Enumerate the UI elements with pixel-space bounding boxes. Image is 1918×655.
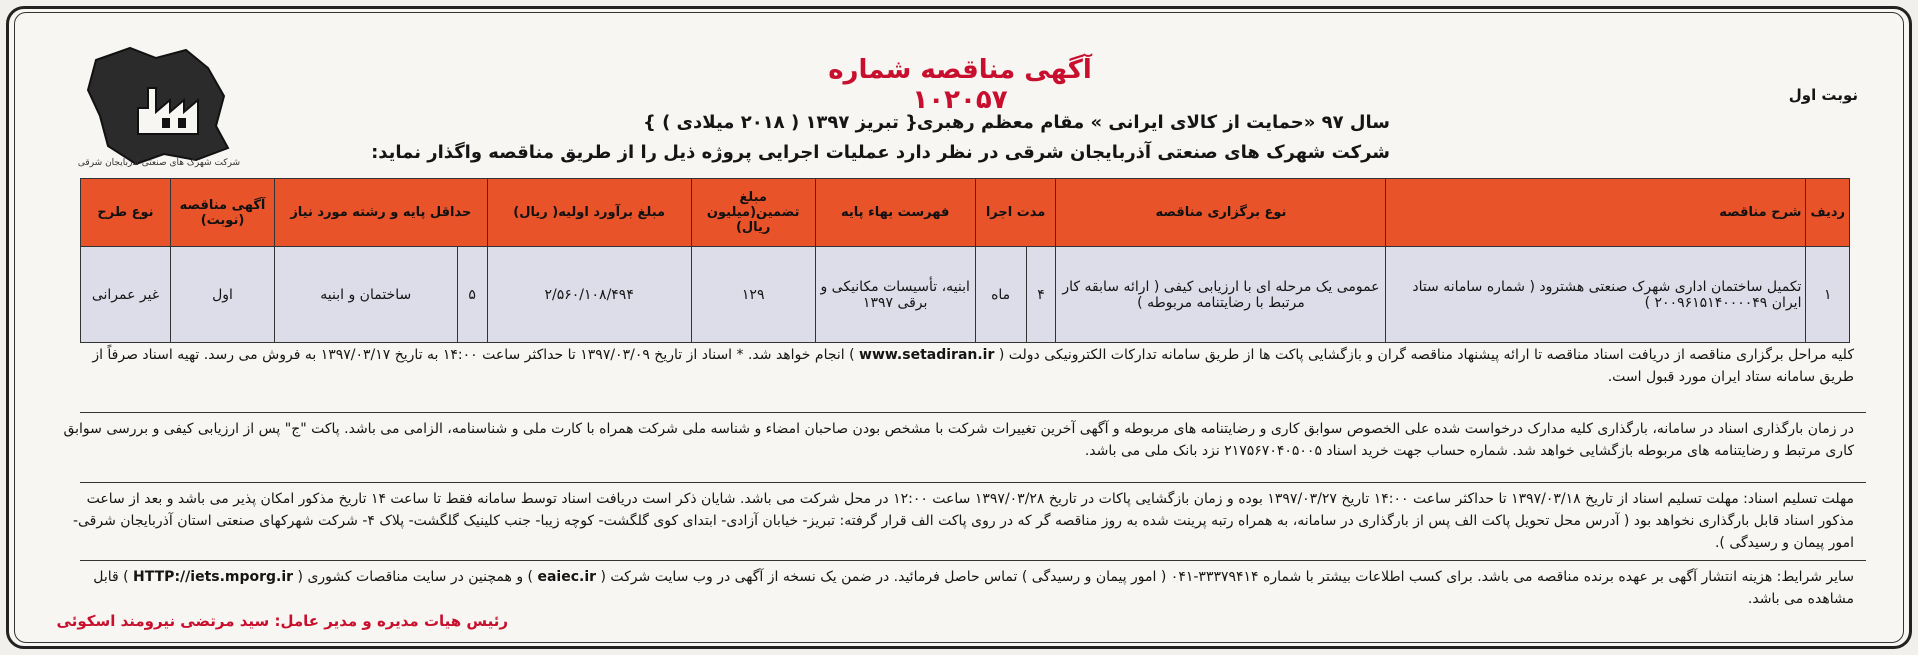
cell-plan-type: غیر عمرانی bbox=[81, 247, 171, 343]
logo-caption: شرکت شهرک های صنعتی آذربایجان شرقی bbox=[77, 158, 241, 168]
paragraph-other-text-c: ) قابل مشاهده می باشد. bbox=[93, 569, 1854, 607]
cell-estimate: ۲/۵۶۰/۱۰۸/۴۹۴ bbox=[487, 247, 691, 343]
header-plan-type: نوع طرح bbox=[81, 179, 171, 247]
cell-min-field: ساختمان و ابنیه bbox=[275, 247, 458, 343]
header-tender-type: نوع برگزاری مناقصه bbox=[1056, 179, 1386, 247]
iets-link[interactable]: HTTP://iets.mporg.ir bbox=[133, 569, 294, 585]
cell-price-list: ابنیه، تأسیسات مکانیکی و برقی ۱۳۹۷ bbox=[815, 247, 975, 343]
round-label: نوبت اول bbox=[1788, 86, 1858, 104]
table-row bbox=[81, 247, 1850, 343]
header-notice: آگهی مناقصه (نوبت) bbox=[171, 179, 275, 247]
tender-title: آگهی مناقصه شماره ۱۰۲۰۵۷ bbox=[828, 55, 1092, 115]
cell-tender-type: عمومی یک مرحله ای با ارزیابی کیفی ( ارائه سابقه کار مرتبط با رضایتنامه مربوطه ) bbox=[1056, 247, 1386, 343]
setadiran-link[interactable]: www.setadiran.ir bbox=[859, 347, 995, 363]
tender-table bbox=[80, 178, 1850, 343]
header-price-list: فهرست بهاء پایه bbox=[815, 179, 975, 247]
header-min-grade: حداقل پایه و رشته مورد نیاز bbox=[275, 179, 488, 247]
cell-description: تکمیل ساختمان اداری شهرک صنعتی هشترود ( شماره سامانه ستاد ایران ۲۰۰۹۶۱۵۱۴۰۰۰۰۴۹ ) bbox=[1386, 247, 1806, 343]
paragraph-other-conditions bbox=[54, 566, 1854, 610]
header-row-number: ردیف bbox=[1806, 179, 1850, 247]
divider bbox=[80, 412, 1866, 413]
header-duration: مدت اجرا bbox=[975, 179, 1056, 247]
paragraph-other-text-b: ) و همچنین در سایت مناقصات کشوری ( bbox=[297, 569, 534, 585]
paragraph-process-text-b: ) انجام خواهد شد. * اسناد از تاریخ ۱۳۹۷/۰۳/۰۹ تا حداکثر ساعت ۱۴:۰۰ به تاریخ ۱۳۹۷/۰۳/۱۷ به فروش می رسد. تهیه اسناد صرفاً از طریق سامانه ستاد ایران مورد قبول است. bbox=[92, 347, 1854, 385]
cell-row-number: ۱ bbox=[1806, 247, 1850, 343]
cell-duration-unit: ماه bbox=[975, 247, 1026, 343]
cell-guarantee: ۱۲۹ bbox=[691, 247, 815, 343]
paragraph-other-text-a: سایر شرایط: هزینه انتشار آگهی بر عهده برنده مناقصه می باشد. برای کسب اطلاعات بیشتر با شماره ۳۳۳۷۹۴۱۴-۰۴۱ ( امور پیمان و رسیدگی ) تماس حاصل فرمائید. در ضمن یک نسخه از آگهی در وب سایت شرکت ( bbox=[600, 569, 1854, 585]
header-description: شرح مناقصه bbox=[1386, 179, 1806, 247]
cell-duration-value: ۴ bbox=[1026, 247, 1056, 343]
paragraph-process-text-a: کلیه مراحل برگزاری مناقصه از دریافت اسناد مناقصه تا ارائه پیشنهاد مناقصه گران و بازگشایی پاکت ها از طریق سامانه تدارکات الکترونیکی دولت ( bbox=[998, 347, 1854, 363]
intro-text: شرکت شهرک های صنعتی آذربایجان شرقی در نظر دارد عملیات اجرایی پروژه ذیل را از طریق مناقصه واگذار نماید: bbox=[371, 142, 1390, 163]
divider bbox=[80, 560, 1866, 561]
paragraph-deadline: مهلت تسلیم اسناد: مهلت تسلیم اسناد از تاریخ ۱۳۹۷/۰۳/۱۸ تا حداکثر ساعت ۱۴:۰۰ تاریخ ۱۳۹۷/۰۳/۲۷ بوده و زمان بازگشایی پاکات در تاریخ ۱۳۹۷/۰۳/۲۸ ساعت ۱۲:۰۰ در محل شرکت می باشد. شایان ذکر است دریافت اسناد توسط سامانه فقط تا ساعت ۱۴ تاریخ مذکور امکان پذیر می باشد و بعد از ساعت مذکور اسناد قابل بارگذاری نخواهد بود ( آدرس محل تحویل پاکت الف پس از بارگذاری در سامانه، به همراه رتبه پرینت شده به روز مناقصه گر که در روی پاکت الف قرار گرفته: تبریز- خیابان آزادی- ابتدای کوی گلگشت- کوچه زیبا- جنب کلینیک گلگشت- پلاک ۴- شرکت شهرکهای صنعتی استان آذربایجان شرقی- امور پیمان و رسیدگی ). bbox=[72, 491, 1854, 551]
signature: رئیس هیات مدیره و مدیر عامل: سید مرتضی نیرومند اسکوئی bbox=[56, 612, 508, 630]
year-slogan: سال ۹۷ «حمایت از کالای ایرانی » مقام معظم رهبری bbox=[916, 112, 1390, 133]
paragraph-process bbox=[54, 344, 1854, 388]
divider bbox=[80, 482, 1866, 483]
date-line: { تبریز ۱۳۹۷ ( ۲۰۱۸ میلادی ) } bbox=[642, 112, 918, 133]
factory-map-logo-icon bbox=[78, 38, 240, 178]
paragraph-upload: در زمان بارگذاری اسناد در سامانه، بارگذاری کلیه مدارک درخواست شده علی الخصوص سوابق کاری و رضایتنامه های مربوطه و آگهی آخرین تغییرات شرکت با مشخص بودن صاحبان امضاء و شناسه ملی شرکت همراه با کارت ملی و شناسنامه، الزامی می باشد. پاکت "ج" پس از ارزیابی کیفی و بررسی سوابق کاری مرتبط و رضایتنامه های مربوطه بازگشایی خواهد شد. شماره حساب جهت خرید اسناد ۲۱۷۵۶۷۰۴۰۵۰۰۵ نزد بانک ملی می باشد. bbox=[63, 421, 1854, 459]
cell-min-grade: ۵ bbox=[457, 247, 487, 343]
header-estimate: مبلغ برآورد اولیه( ریال) bbox=[487, 179, 691, 247]
table-header-row bbox=[81, 179, 1850, 247]
cell-notice: اول bbox=[171, 247, 275, 343]
eaiec-link[interactable]: eaiec.ir bbox=[537, 569, 597, 585]
header-guarantee: مبلغ تضمین(میلیون ریال) bbox=[691, 179, 815, 247]
